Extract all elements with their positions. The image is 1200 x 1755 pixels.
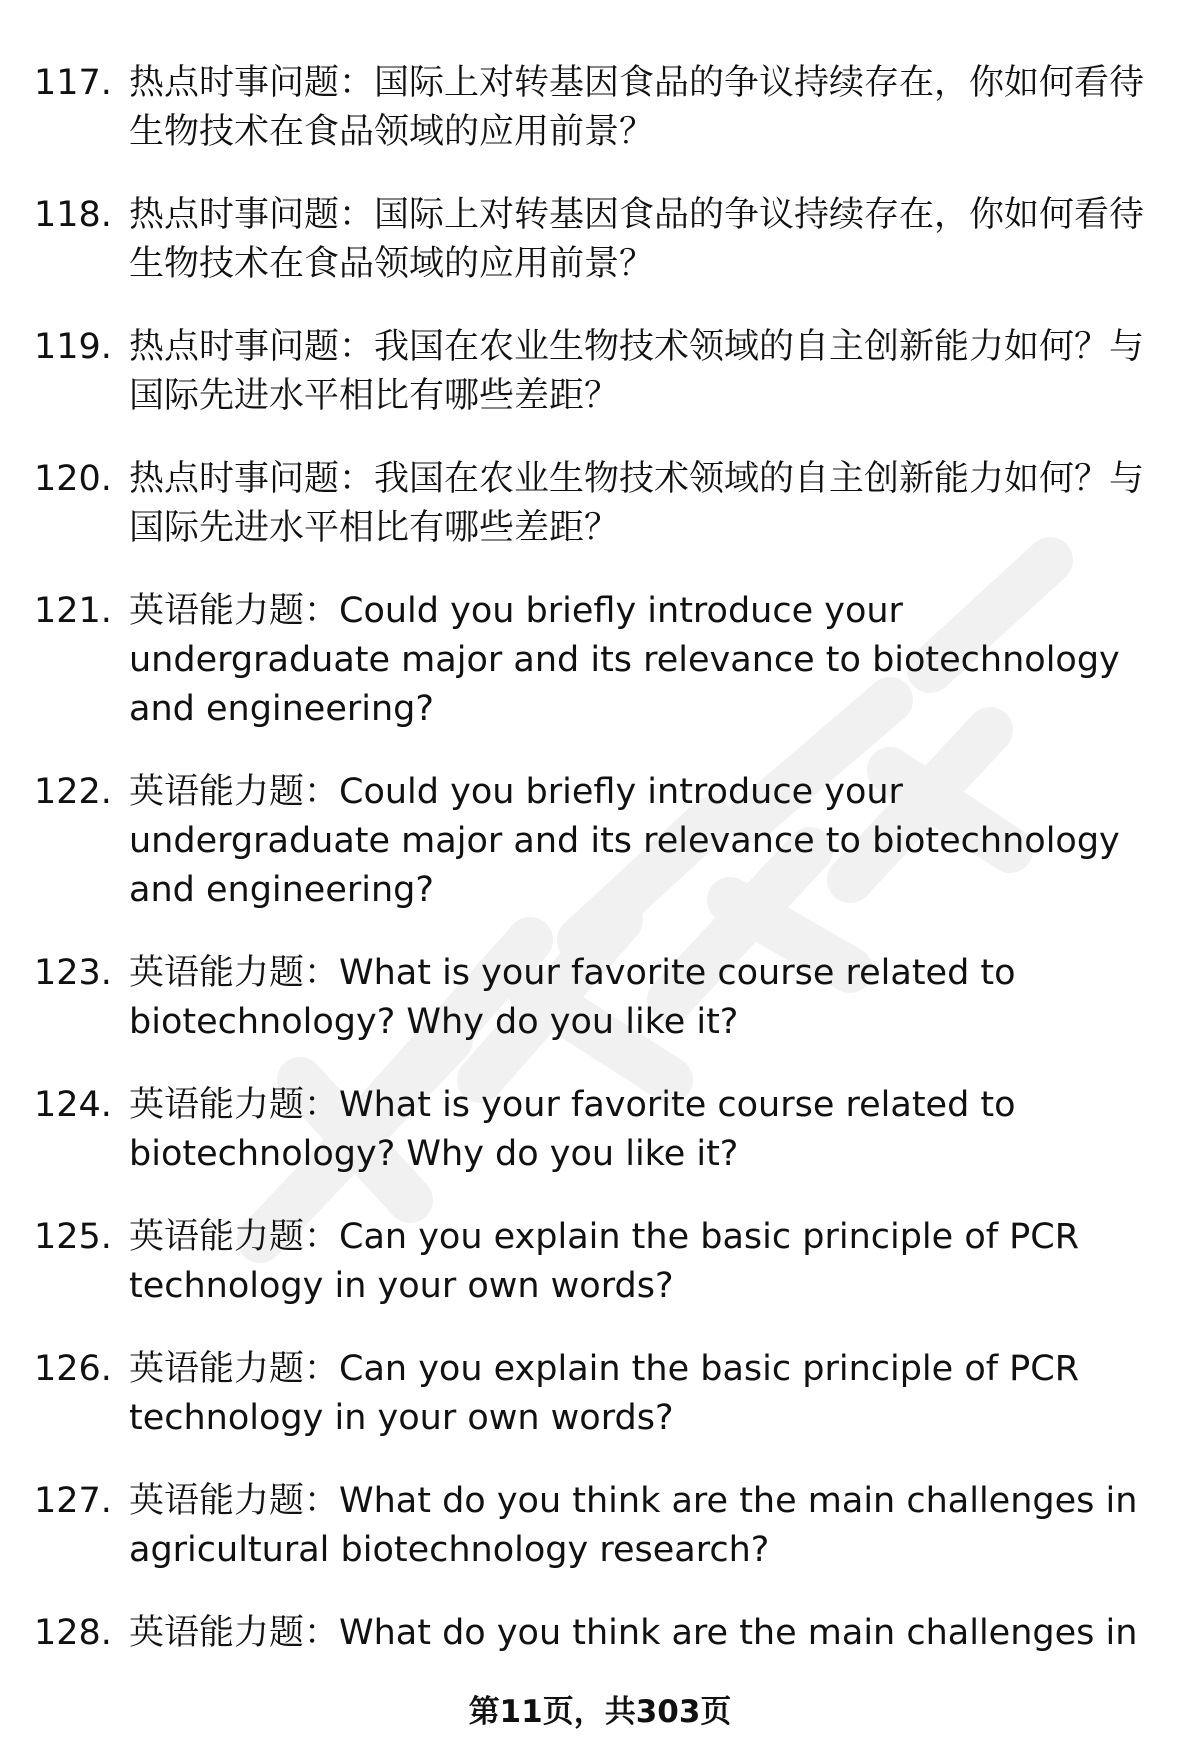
question-text: 英语能力题：What do you think are the main challenges in xyxy=(129,1613,1138,1653)
question-text: 热点时事问题：我国在农业生物技术领域的自主创新能力如何？与国际先进水平相比有哪些差距？ xyxy=(129,459,1145,548)
question-number: 124. xyxy=(34,1085,112,1125)
question-text: 热点时事问题：我国在农业生物技术领域的自主创新能力如何？与国际先进水平相比有哪些差距？ xyxy=(129,327,1145,416)
question-text: 英语能力题：What is your favorite course related to biotechnology? Why do you like it? xyxy=(129,1085,1016,1174)
question-item xyxy=(0,1213,1200,1311)
question-item xyxy=(0,1345,1200,1443)
question-item xyxy=(0,768,1200,915)
question-number: 125. xyxy=(34,1217,112,1257)
question-item xyxy=(0,1081,1200,1179)
question-item xyxy=(0,323,1200,421)
question-number: 120. xyxy=(34,459,112,499)
question-item xyxy=(0,1609,1200,1658)
question-number: 122. xyxy=(34,772,112,812)
question-text: 英语能力题：Can you explain the basic principle of PCR technology in your own words? xyxy=(129,1217,1080,1306)
question-item xyxy=(0,59,1200,157)
question-text: 热点时事问题：国际上对转基因食品的争议持续存在，你如何看待生物技术在食品领域的应用前景？ xyxy=(129,195,1145,284)
question-item xyxy=(0,191,1200,289)
question-item xyxy=(0,455,1200,553)
question-number: 119. xyxy=(34,327,112,367)
question-list xyxy=(0,59,1200,1658)
question-text: 英语能力题：Could you briefly introduce your undergraduate major and its relevance to biotechnology and engineering? xyxy=(129,772,1120,910)
question-text: 英语能力题：Can you explain the basic principle of PCR technology in your own words? xyxy=(129,1349,1080,1438)
question-text: 英语能力题：What do you think are the main challenges in agricultural biotechnology research? xyxy=(129,1481,1138,1570)
question-number: 121. xyxy=(34,591,112,631)
page-footer: 第11页，共303页 xyxy=(468,1694,732,1730)
question-item xyxy=(0,1477,1200,1575)
question-item xyxy=(0,949,1200,1047)
question-number: 117. xyxy=(34,63,112,103)
question-item xyxy=(0,587,1200,734)
question-text: 英语能力题：What is your favorite course related to biotechnology? Why do you like it? xyxy=(129,953,1016,1042)
question-number: 127. xyxy=(34,1481,112,1521)
question-number: 123. xyxy=(34,953,112,993)
question-text: 热点时事问题：国际上对转基因食品的争议持续存在，你如何看待生物技术在食品领域的应用前景？ xyxy=(129,63,1145,152)
question-number: 128. xyxy=(34,1613,112,1653)
question-number: 126. xyxy=(34,1349,112,1389)
question-text: 英语能力题：Could you briefly introduce your undergraduate major and its relevance to biotechnology and engineering? xyxy=(129,591,1120,729)
question-number: 118. xyxy=(34,195,112,235)
